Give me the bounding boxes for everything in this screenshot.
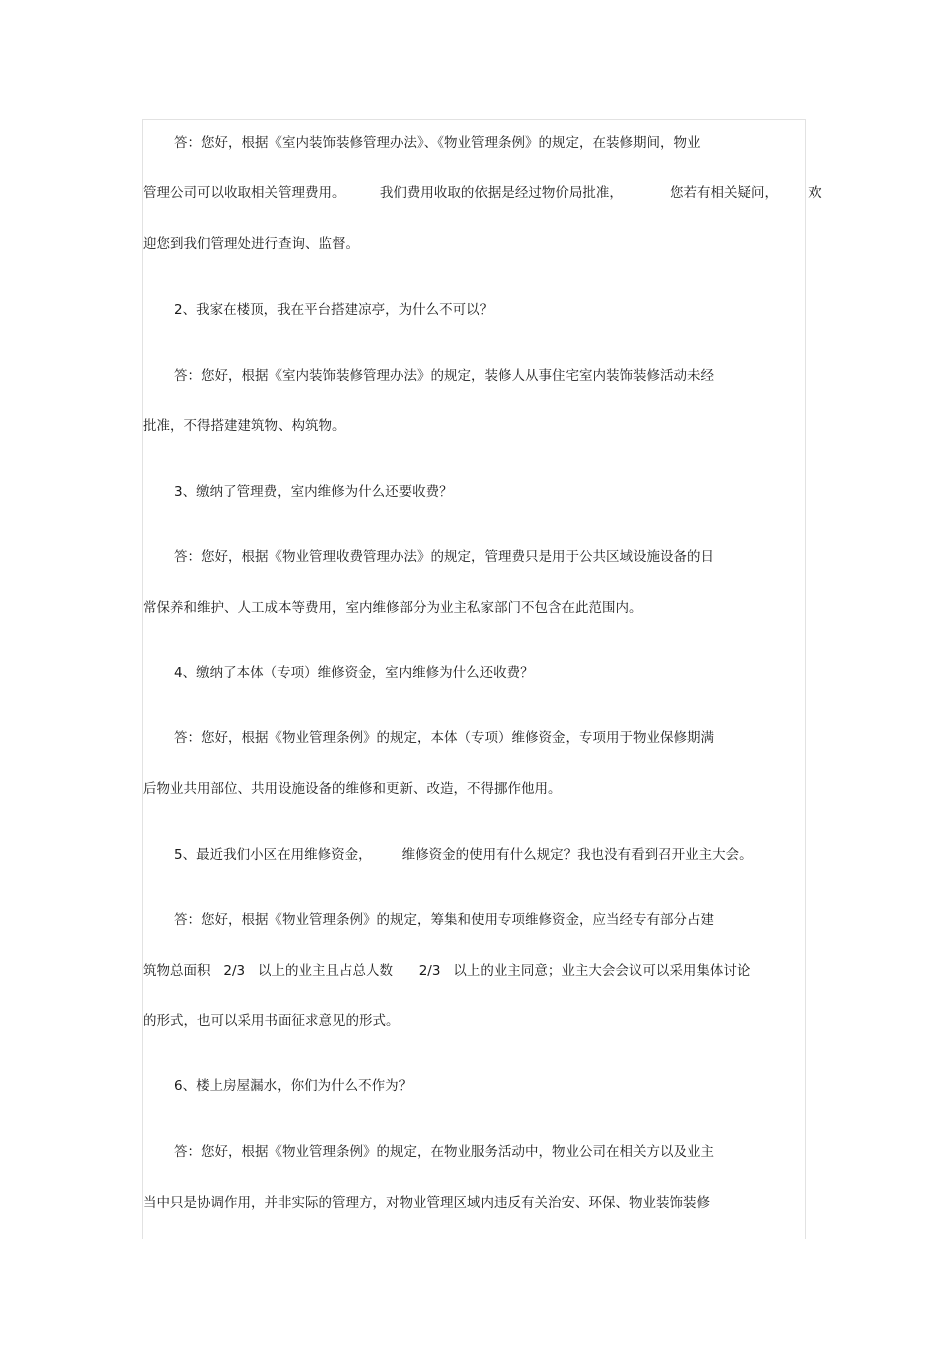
answer-2-line-2: 批准，不得搭建建筑物、构筑物。 xyxy=(143,418,346,434)
question-2: 2、我家在楼顶，我在平台搭建凉亭，为什么不可以？ xyxy=(174,302,494,318)
answer-4-line-1: 答：您好，根据《物业管理条例》的规定，本体（专项）维修资金，专项用于物业保修期满 xyxy=(174,730,714,746)
answer-5-line-1: 答：您好，根据《物业管理条例》的规定，筹集和使用专项维修资金，应当经专有部分占建 xyxy=(174,912,714,928)
answer-3-line-1: 答：您好，根据《物业管理收费管理办法》的规定，管理费只是用于公共区域设施设备的日 xyxy=(174,549,714,565)
question-6: 6、楼上房屋漏水，你们为什么不作为？ xyxy=(174,1078,413,1094)
answer-1-line-3: 迎您到我们管理处进行查询、监督。 xyxy=(143,236,359,252)
answer-3-line-2: 常保养和维护、人工成本等费用，室内维修部分为业主私家部门不包含在此范围内。 xyxy=(143,600,643,616)
answer-4-line-2: 后物业共用部位、共用设施设备的维修和更新、改造，不得挪作他用。 xyxy=(143,781,562,797)
answer-6-line-2: 当中只是协调作用，并非实际的管理方，对物业管理区域内违反有关治安、环保、物业装饰装修 xyxy=(143,1195,710,1211)
answer-1-line-1: 答：您好，根据《室内装饰装修管理办法》、《物业管理条例》的规定，在装修期间，物业 xyxy=(174,135,701,151)
answer-2-line-1: 答：您好，根据《室内装饰装修管理办法》的规定，装修人从事住宅室内装饰装修活动未经 xyxy=(174,368,714,384)
answer-5-line-2: 筑物总面积 2/3 以上的业主且占总人数 2/3 以上的业主同意；业主大会会议可以采用集体讨论 xyxy=(143,963,751,979)
question-3: 3、缴纳了管理费，室内维修为什么还要收费？ xyxy=(174,484,453,500)
answer-6-line-1: 答：您好，根据《物业管理条例》的规定，在物业服务活动中，物业公司在相关方以及业主 xyxy=(174,1144,714,1160)
question-5: 5、最近我们小区在用维修资金， 维修资金的使用有什么规定？我也没有看到召开业主大会。 xyxy=(174,847,753,863)
answer-1-line-2: 管理公司可以收取相关管理费用。 我们费用收取的依据是经过物价局批准， 您若有相关疑问， 欢 xyxy=(143,185,822,201)
question-4: 4、缴纳了本体（专项）维修资金，室内维修为什么还收费？ xyxy=(174,665,534,681)
answer-5-line-3: 的形式，也可以采用书面征求意见的形式。 xyxy=(143,1013,400,1029)
